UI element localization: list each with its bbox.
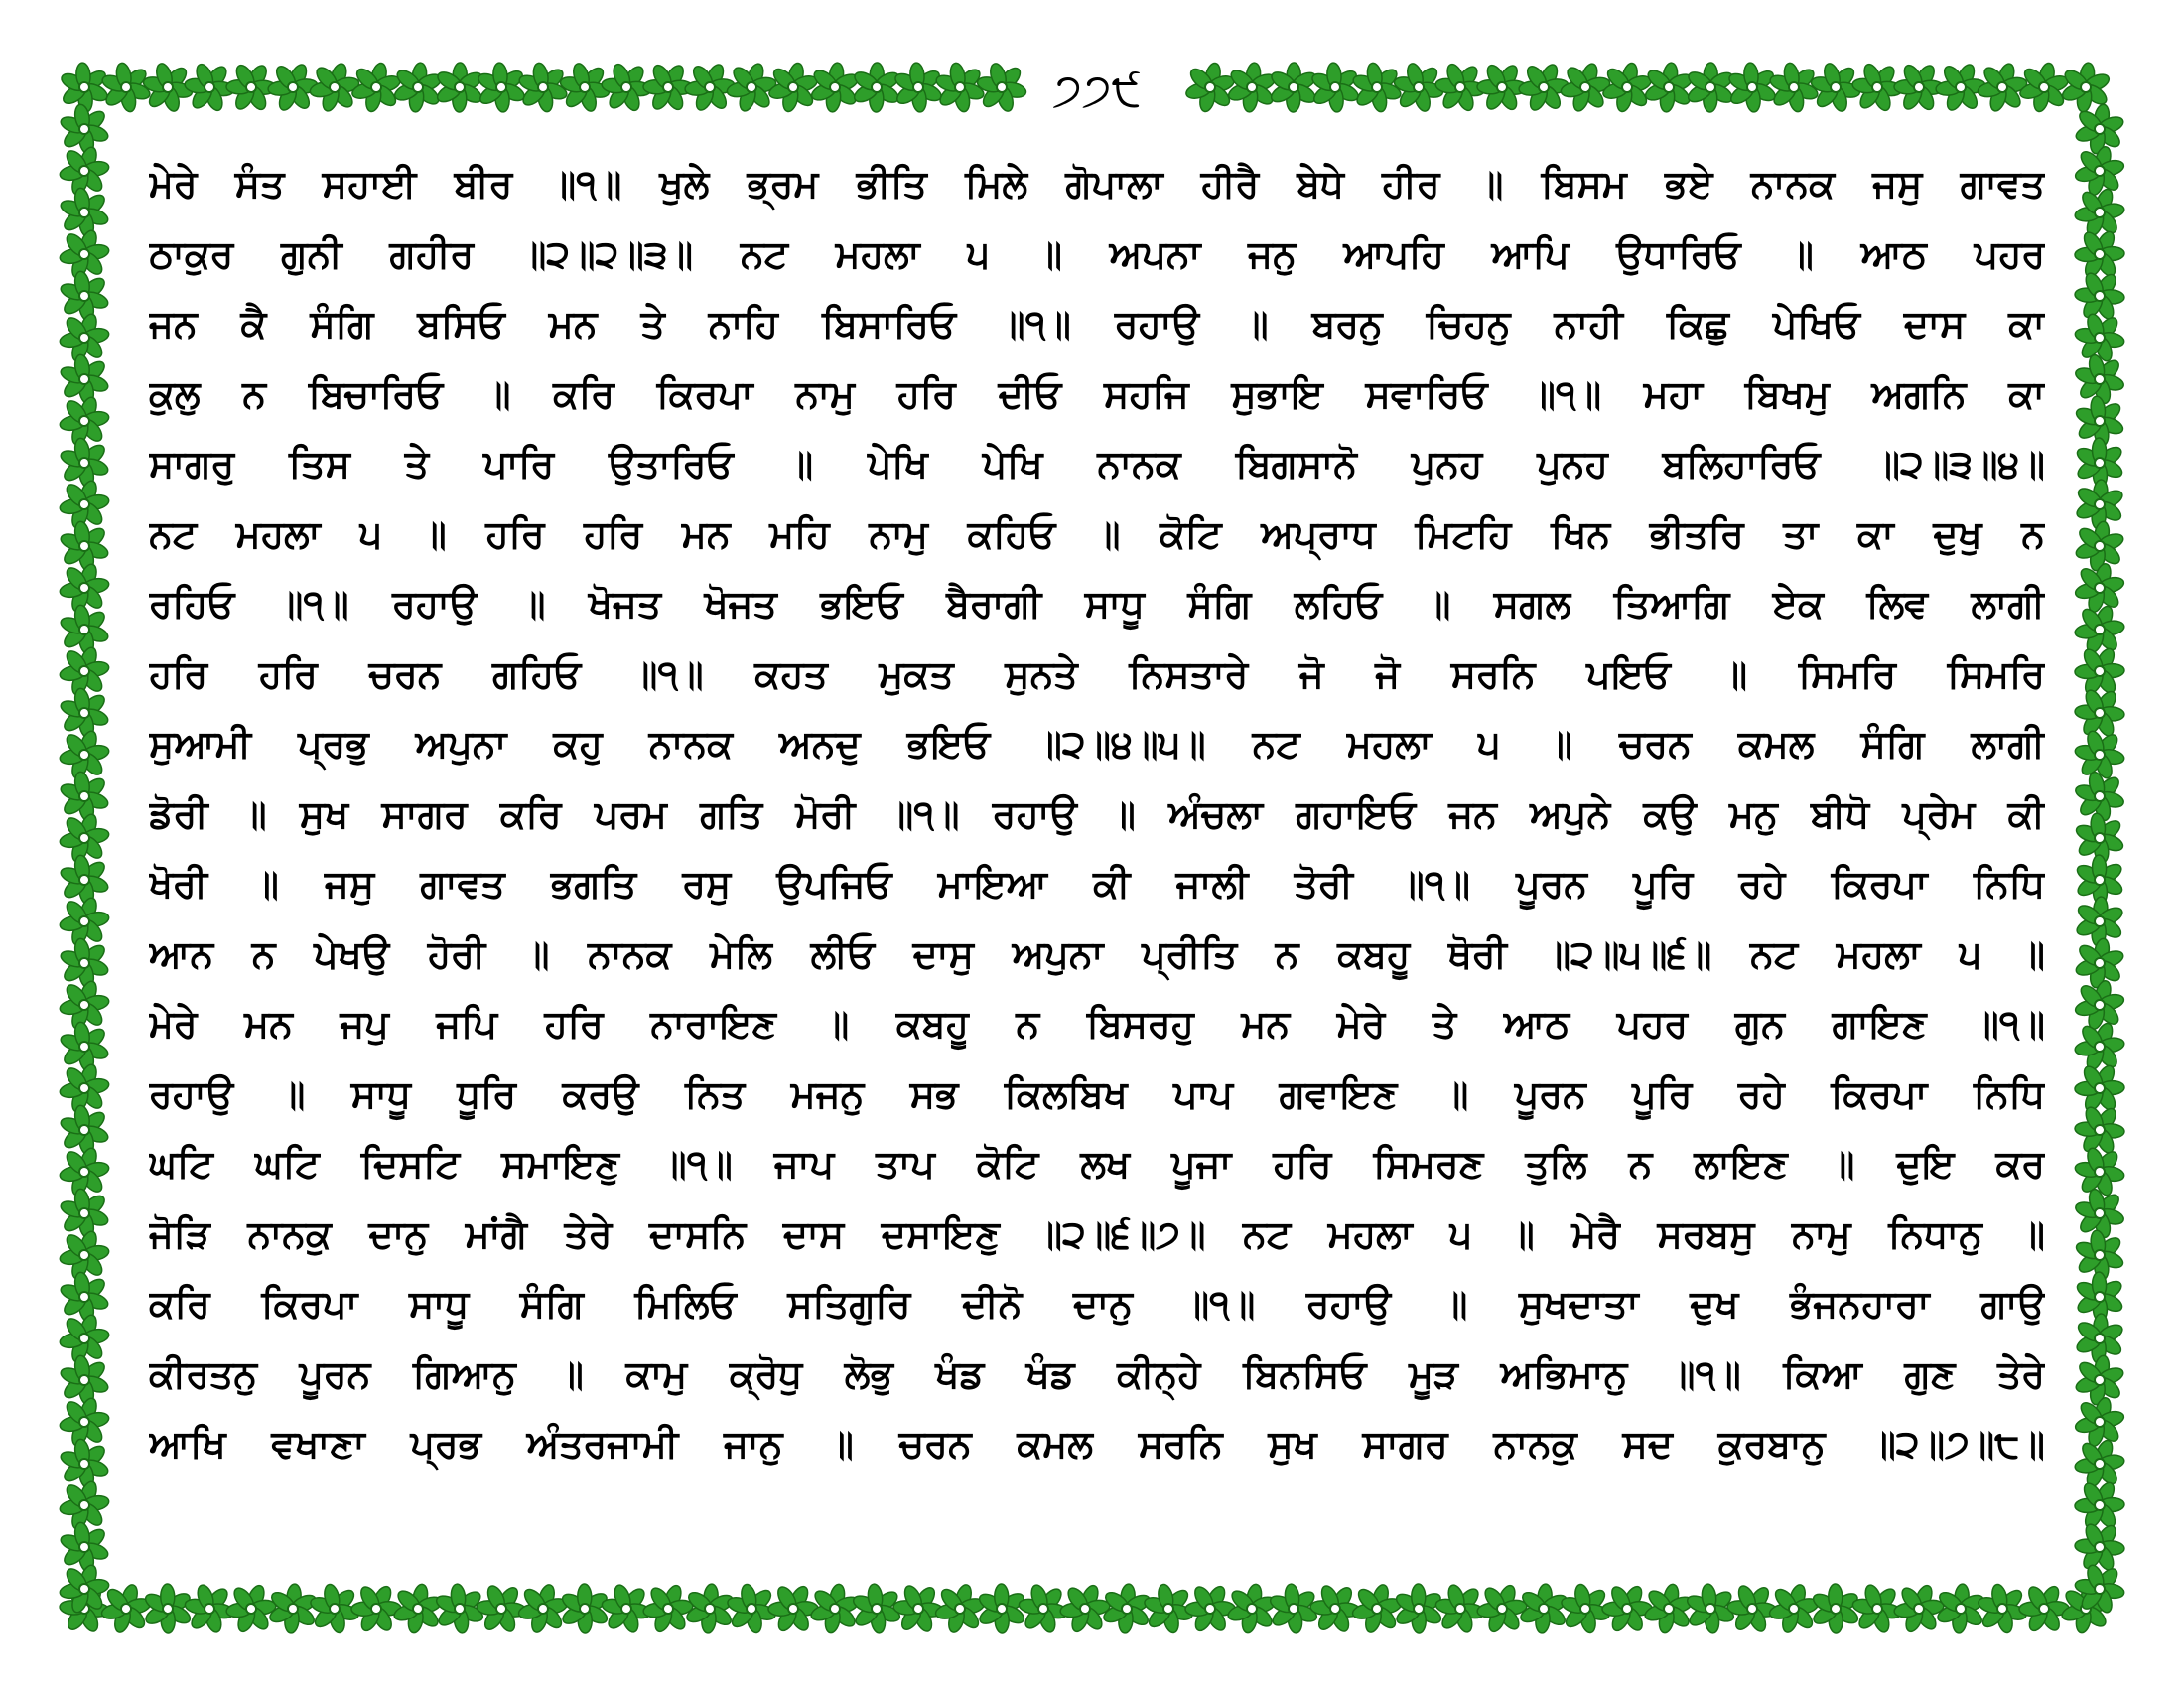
text-line: ਰਹਿਓ ॥੧॥ ਰਹਾਉ ॥ ਖੋਜਤ ਖੋਜਤ ਭਇਓ ਬੈਰਾਗੀ ਸਾਧੂ ਸੰਗਿ ਲਹਿਓ ॥ ਸਗਲ ਤਿਆਗਿ ਏਕ ਲਿਵ ਲਾਗੀ xyxy=(149,582,2045,626)
floral-border-icon xyxy=(635,1576,701,1641)
floral-border-icon xyxy=(2071,934,2128,992)
text-line: ਘਟਿ ਘਟਿ ਦਿਸਟਿ ਸਮਾਇਣੁ ॥੧॥ ਜਾਪ ਤਾਪ ਕੋਟਿ ਲਖ ਪੂਜਾ ਹਰਿ ਸਿਮਰਣ ਤੁਲਿ ਨ ਲਾਇਣ ॥ ਦੁਇ ਕਰ xyxy=(149,1142,2045,1186)
text-line: ਨਟ ਮਹਲਾ ੫ ॥ ਹਰਿ ਹਰਿ ਮਨ ਮਹਿ ਨਾਮੁ ਕਹਿਓ ॥ ਕੋਟਿ ਅਪ੍ਰਾਧ ਮਿਟਹਿ ਖਿਨ ਭੀਤਰਿ ਤਾ ਕਾ ਦੁਖੁ ਨ xyxy=(149,511,2045,556)
text-line: ਠਾਕੁਰ ਗੁਨੀ ਗਹੀਰ ॥੨॥੨॥੩॥ ਨਟ ਮਹਲਾ ੫ ॥ ਅਪਨਾ ਜਨੁ ਆਪਹਿ ਆਪਿ ਉਧਾਰਿਓ ॥ ਆਠ ਪਹਰ xyxy=(149,231,2045,276)
floral-border-icon xyxy=(1346,1578,1409,1640)
floral-border-icon xyxy=(929,1578,992,1640)
text-line: ਡੋਰੀ ॥ ਸੁਖ ਸਾਗਰ ਕਰਿ ਪਰਮ ਗਤਿ ਮੋਰੀ ॥੧॥ ਰਹਾਉ ॥ ਅੰਚਲਾ ਗਹਾਇਓ ਜਨ ਅਪੁਨੇ ਕਉ ਮਨੁ ਬੀਧੋ ਪ੍ਰੇਮ ਕੀ xyxy=(149,791,2045,836)
floral-border-icon xyxy=(218,1576,284,1641)
text-line: ਖੋਰੀ ॥ ਜਸੁ ਗਾਵਤ ਭਗਤਿ ਰਸੁ ਉਪਜਿਓ ਮਾਇਆ ਕੀ ਜਾਲੀ ਤੋਰੀ ॥੧॥ ਪੂਰਨ ਪੂਰਿ ਰਹੇ ਕਿਰਪਾ ਨਿਧਿ xyxy=(149,862,2045,906)
text-line: ਹਰਿ ਹਰਿ ਚਰਨ ਗਹਿਓ ॥੧॥ ਕਹਤ ਮੁਕਤ ਸੁਨਤੇ ਨਿਸਤਾਰੇ ਜੋ ਜੋ ਸਰਨਿ ਪਇਓ ॥ ਸਿਮਰਿ ਸਿਮਰਿ xyxy=(149,651,2045,696)
floral-border-icon xyxy=(851,63,901,113)
floral-border-icon xyxy=(1268,63,1318,113)
floral-border-icon xyxy=(1597,58,1657,117)
floral-border-icon xyxy=(512,1578,575,1640)
floral-border-icon xyxy=(1886,1576,1952,1641)
text-line: ਸੁਆਮੀ ਪ੍ਰਭੁ ਅਪੁਨਾ ਕਹੁ ਨਾਨਕ ਅਨਦੁ ਭਇਓ ॥੨॥੪॥੫॥ ਨਟ ਮਹਲਾ ੫ ॥ ਚਰਨ ਕਮਲ ਸੰਗਿ ਲਾਗੀ xyxy=(149,722,2045,766)
text-line: ਕੀਰਤਨੁ ਪੂਰਨ ਗਿਆਨੁ ॥ ਕਾਮੁ ਕ੍ਰੋਧੁ ਲੋਭੁ ਖੰਡ ਖੰਡ ਕੀਨ੍ਹੇ ਬਿਨਸਿਓ ਮੂੜ ਅਭਿਮਾਨੁ ॥੧॥ ਕਿਆ ਗੁਣ ਤੇਰੇ xyxy=(149,1351,2045,1396)
floral-border-icon xyxy=(1641,60,1697,115)
page-number: ੭੭੯ xyxy=(1032,60,1161,119)
floral-border-icon xyxy=(763,58,823,117)
floral-border-icon xyxy=(434,63,484,113)
text-line: ਕਰਿ ਕਿਰਪਾ ਸਾਧੂ ਸੰਗਿ ਮਿਲਿਓ ਸਤਿਗੁਰਿ ਦੀਨੋ ਦਾਨੁ ॥੧॥ ਰਹਾਉ ॥ ਸੁਖਦਾਤਾ ਦੁਖ ਭੰਜਨਹਾਰਾ ਗਾਉ xyxy=(149,1282,2045,1326)
text-line: ਆਖਿ ਵਖਾਣਾ ਪ੍ਰਭ ਅੰਤਰਜਾਮੀ ਜਾਨੁ ॥ ਚਰਨ ਕਮਲ ਸਰਨਿ ਸੁਖ ਸਾਗਰ ਨਾਨਕੁ ਸਦ ਕੁਰਬਾਨੁ ॥੨॥੭॥੮॥ xyxy=(149,1422,2045,1466)
floral-border-icon xyxy=(346,58,406,117)
floral-border-icon xyxy=(807,60,863,115)
floral-border-icon xyxy=(2014,58,2074,117)
text-line: ਜੋੜਿ ਨਾਨਕੁ ਦਾਨੁ ਮਾਂਗੈ ਤੇਰੇ ਦਾਸਨਿ ਦਾਸ ਦਸਾਇਣੁ ॥੨॥੬॥੭॥ ਨਟ ਮਹਲਾ ੫ ॥ ਮੇਰੈ ਸਰਬਸੁ ਨਾਮੁ ਨਿਧਾਨੁ ॥ xyxy=(149,1211,2045,1256)
floral-border-icon xyxy=(1469,1576,1535,1641)
text-line: ਕੁਲੁ ਨ ਬਿਚਾਰਿਓ ॥ ਕਰਿ ਕਿਰਪਾ ਨਾਮੁ ਹਰਿ ਦੀਓ ਸਹਜਿ ਸੁਭਾਇ ਸਵਾਰਿਓ ॥੧॥ ਮਹਾ ਬਿਖਮੁ ਅਗਨਿ ਕਾ xyxy=(149,371,2045,416)
text-line: ਮੇਰੇ ਮਨ ਜਪੁ ਜਪਿ ਹਰਿ ਨਾਰਾਇਣ ॥ ਕਬਹੂ ਨ ਬਿਸਰਹੁ ਮਨ ਮੇਰੇ ਤੇ ਆਠ ਪਹਰ ਗੁਨ ਗਾਇਣ ॥੧॥ xyxy=(149,1002,2045,1046)
text-line: ਰਹਾਉ ॥ ਸਾਧੂ ਧੂਰਿ ਕਰਉ ਨਿਤ ਮਜਨੁ ਸਭ ਕਿਲਬਿਖ ਪਾਪ ਗਵਾਇਣ ॥ ਪੂਰਨ ਪੂਰਿ ਰਹੇ ਕਿਰਪਾ ਨਿਧਿ xyxy=(149,1071,2045,1116)
floral-border-icon xyxy=(390,60,446,115)
text-line: ਸਾਗਰੁ ਤਿਸ ਤੇ ਪਾਰਿ ਉਤਾਰਿਓ ॥ ਪੇਖਿ ਪੇਖਿ ਨਾਨਕ ਬਿਗਸਾਨੋ ਪੁਨਹ ਪੁਨਹ ਬਲਿਹਾਰਿਓ ॥੨॥੩॥੪॥ xyxy=(149,442,2045,486)
floral-border-icon xyxy=(1180,58,1240,117)
floral-border-icon xyxy=(2071,1351,2128,1409)
floral-border-icon xyxy=(1052,1576,1118,1641)
floral-border-icon xyxy=(1224,60,1280,115)
scripture-text-block xyxy=(149,149,2045,1549)
text-line: ਜਨ ਕੈ ਸੰਗਿ ਬਸਿਓ ਮਨ ਤੇ ਨਾਹਿ ਬਿਸਾਰਿਓ ॥੧॥ ਰਹਾਉ ॥ ਬਰਨੁ ਚਿਹਨੁ ਨਾਹੀ ਕਿਛੁ ਪੇਖਿਓ ਦਾਸ ਕਾ xyxy=(149,302,2045,346)
floral-border-icon xyxy=(1763,1578,1826,1640)
floral-border-icon xyxy=(1685,63,1735,113)
text-line: ਮੇਰੇ ਸੰਤ ਸਹਾਈ ਬੀਰ ॥੧॥ ਖੁਲੇ ਭ੍ਰਮ ਭੀਤਿ ਮਿਲੇ ਗੋਪਾਲਾ ਹੀਰੈ ਬੇਧੇ ਹੀਰ ॥ ਬਿਸਮ ਭਏ ਨਾਨਕ ਜਸੁ ਗਾਵਤ xyxy=(149,162,2045,206)
floral-border-icon xyxy=(2071,517,2128,575)
text-line: ਆਨ ਨ ਪੇਖਉ ਹੋਰੀ ॥ ਨਾਨਕ ਮੇਲਿ ਲੀਓ ਦਾਸੁ ਅਪੁਨਾ ਪ੍ਰੀਤਿ ਨ ਕਬਹੂ ਥੋਰੀ ॥੨॥੫॥੬॥ ਨਟ ਮਹਲਾ ੫ ॥ xyxy=(149,931,2045,976)
